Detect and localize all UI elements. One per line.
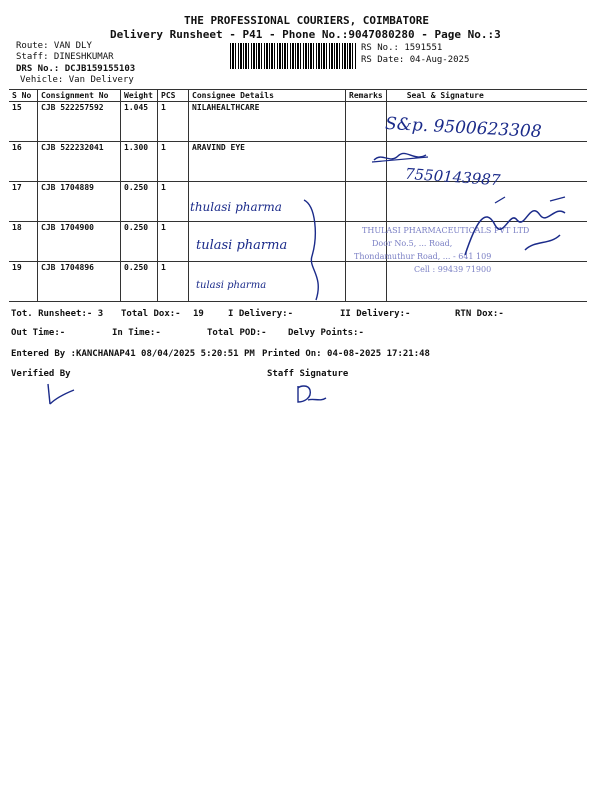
- staff-signature-label: Staff Signature: [267, 369, 349, 379]
- stamp-line: Cell : 99439 71900: [414, 265, 492, 274]
- receiver-signature-icon: [455, 195, 580, 265]
- total-dox-label: Total Dox:-: [121, 309, 181, 319]
- cell-remarks: [346, 182, 387, 222]
- cell-consignment: CJB 522232041: [38, 142, 121, 182]
- col-consignee: Consignee Details: [189, 90, 346, 102]
- col-weight: Weight: [121, 90, 158, 102]
- staff-signature-icon: [290, 380, 330, 408]
- rs-date-label: RS Date: 04-Aug-2025: [361, 55, 470, 65]
- cell-sno: 16: [12, 143, 22, 152]
- tot-runsheet-label: Tot. Runsheet:- 3: [11, 309, 104, 319]
- total-pod-label: Total POD:-: [207, 328, 267, 338]
- col-pcs: PCS: [158, 90, 189, 102]
- in-time-label: In Time:-: [112, 328, 161, 338]
- stamp-line: Thondamuthur Road, ... - 641 109: [354, 252, 492, 261]
- out-time-label: Out Time:-: [11, 328, 66, 338]
- cell-pcs: 1: [158, 182, 189, 222]
- delvy-points-label: Delvy Points:-: [288, 328, 364, 338]
- route-label: Route: VAN DLY: [16, 41, 92, 51]
- company-title: THE PROFESSIONAL COURIERS, COIMBATORE: [184, 14, 430, 27]
- cell-consignment: CJB 1704889: [38, 182, 121, 222]
- handwritten-consignee-19: tulasi pharma: [196, 280, 267, 291]
- rs-no-label: RS No.: 1591551: [361, 43, 443, 53]
- verifier-signature-icon: [40, 380, 80, 410]
- cell-pcs: 1: [158, 222, 189, 262]
- cell-consignment: CJB 1704900: [38, 222, 121, 262]
- cell-pcs: 1: [158, 102, 189, 142]
- col-sno: S No: [12, 91, 32, 100]
- cell-weight: 0.250: [121, 262, 158, 302]
- verified-by-label: Verified By: [11, 369, 71, 379]
- staff-label: Staff: DINESHKUMAR: [16, 52, 114, 62]
- stamp-line: Door No.5, ... Road,: [372, 239, 453, 248]
- total-dox-value: 19: [193, 309, 204, 319]
- cell-pcs: 1: [158, 142, 189, 182]
- cell-consignment: CJB 1704896: [38, 262, 121, 302]
- cell-remarks: [346, 102, 387, 142]
- cell-consignee: NILAHEALTHCARE: [189, 102, 346, 142]
- vehicle-label: Vehicle: Van Delivery: [20, 75, 134, 85]
- cell-sno: 15: [12, 103, 22, 112]
- stamp-line: THULASI PHARMACEUTICALS PVT LTD: [362, 226, 530, 235]
- drs-label: DRS No.: DCJB159155103: [16, 64, 136, 74]
- table-header-row: [9, 90, 587, 102]
- cell-weight: 0.250: [121, 182, 158, 222]
- barcode-image: [230, 43, 356, 69]
- cell-weight: 1.300: [121, 142, 158, 182]
- col-seal-signature: Seal & Signature: [386, 90, 587, 102]
- cell-consignee: ARAVIND EYE: [189, 142, 346, 182]
- col-consignment: Consignment No: [38, 90, 121, 102]
- col-remarks: Remarks: [346, 90, 387, 102]
- handwritten-bracket-icon: [302, 196, 332, 304]
- handwritten-consignee-17: thulasi pharma: [190, 200, 282, 214]
- printed-on-label: Printed On: 04-08-2025 17:21:48: [262, 349, 430, 359]
- handwritten-consignee-18: tulasi pharma: [196, 238, 288, 253]
- cell-pcs: 1: [158, 262, 189, 302]
- cell-sno: 17: [12, 183, 22, 192]
- runsheet-subtitle: Delivery Runsheet - P41 - Phone No.:9047080280 - Page No.:3: [110, 28, 501, 41]
- cell-sno: 19: [12, 263, 22, 272]
- cell-sno: 18: [12, 223, 22, 232]
- rtn-dox-label: RTN Dox:-: [455, 309, 504, 319]
- i-delivery-label: I Delivery:-: [228, 309, 294, 319]
- handwritten-signature-phone: S&p. 9500623308: [384, 113, 543, 143]
- handwritten-phone: 7550143987: [404, 164, 501, 190]
- cell-weight: 1.045: [121, 102, 158, 142]
- cell-consignment: CJB 522257592: [38, 102, 121, 142]
- entered-by-label: Entered By :KANCHANAP41 08/04/2025 5:20:51 PM: [11, 349, 255, 359]
- cell-weight: 0.250: [121, 222, 158, 262]
- ii-delivery-label: II Delivery:-: [340, 309, 411, 319]
